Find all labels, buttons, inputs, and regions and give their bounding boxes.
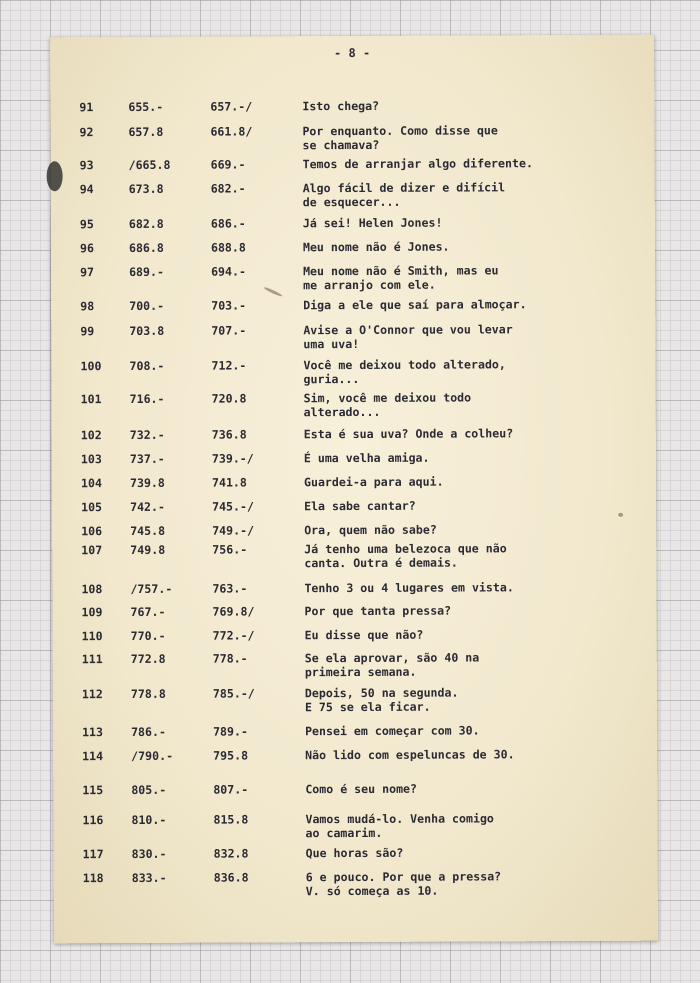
table-row (52, 522, 656, 539)
timecode-out: 756.- (212, 542, 248, 557)
timecode-out: 736.8 (211, 427, 247, 442)
subtitle-text: Sim, você me deixou todo alterado... (303, 390, 472, 420)
table-row (53, 627, 657, 644)
timecode-in: 686.8 (128, 240, 164, 255)
row-number: 99 (80, 324, 95, 339)
subtitle-text: Ela sabe cantar? (304, 498, 416, 514)
row-number: 96 (79, 241, 94, 256)
table-row (52, 450, 656, 467)
timecode-out: 836.8 (213, 870, 249, 885)
timecode-in: 708.- (129, 358, 165, 373)
timecode-out: 832.8 (213, 846, 249, 861)
row-number: 118 (82, 871, 104, 886)
table-row (54, 845, 658, 862)
subtitle-text: Por que tanta pressa? (304, 603, 452, 619)
row-number: 91 (79, 100, 94, 115)
timecode-out: 712.- (211, 358, 247, 373)
subtitle-text: Guardei-a para aqui. (303, 474, 444, 490)
row-number: 98 (80, 299, 95, 314)
table-row (51, 156, 655, 173)
subtitle-text: Vamos mudá-lo. Venha comigo ao camarim. (305, 811, 494, 841)
row-number: 94 (79, 182, 94, 197)
subtitle-text: Esta é sua uva? Onde a colheu? (303, 426, 514, 442)
timecode-out: 741.8 (211, 475, 247, 490)
row-number: 97 (80, 265, 95, 280)
subtitle-text: É uma velha amiga. (303, 450, 430, 466)
table-row (51, 297, 655, 314)
timecode-out: 720.8 (211, 391, 247, 406)
table-row (53, 781, 657, 798)
timecode-in: 657.8 (128, 124, 164, 139)
subtitle-text: Diga a ele que saí para almoçar. (303, 297, 527, 313)
timecode-out: 682.- (210, 181, 246, 196)
table-row (51, 263, 655, 293)
timecode-in: /757.- (130, 581, 173, 596)
row-number: 107 (81, 543, 103, 558)
timecode-out: 772.-/ (212, 628, 255, 643)
timecode-in: 767.- (130, 604, 166, 619)
subtitle-list (50, 35, 654, 899)
subtitle-text: Por enquanto. Como disse que se chamava? (302, 123, 498, 153)
timecode-out: 703.- (211, 298, 247, 313)
table-row (50, 123, 654, 153)
row-number: 102 (80, 428, 102, 443)
timecode-out: 657.-/ (210, 99, 253, 114)
subtitle-text: Como é seu nome? (305, 781, 418, 797)
row-number: 93 (79, 158, 94, 173)
row-number: 114 (82, 749, 104, 764)
timecode-out: 778.- (212, 651, 248, 666)
subtitle-text: Tenho 3 ou 4 lugares em vista. (304, 580, 514, 596)
row-number: 116 (82, 813, 104, 828)
timecode-in: 739.8 (129, 475, 165, 490)
row-number: 106 (81, 524, 103, 539)
row-number: 103 (80, 452, 102, 467)
timecode-out: 807.- (213, 782, 249, 797)
page-number: - 8 - (334, 45, 371, 61)
timecode-in: 716.- (129, 391, 165, 406)
timecode-in: 703.8 (129, 323, 165, 338)
row-number: 92 (79, 125, 94, 140)
subtitle-text: Algo fácil de dizer e difícil de esquecer... (302, 180, 506, 210)
timecode-in: 732.- (129, 427, 165, 442)
subtitle-text: Já tenho uma belezoca que não canta. Outra é demais. (304, 541, 507, 571)
timecode-in: /665.8 (128, 157, 171, 172)
timecode-in: 673.8 (128, 181, 164, 196)
subtitle-text: Que horas são? (305, 845, 404, 861)
table-row (53, 811, 657, 841)
ink-stain (47, 161, 63, 191)
row-number: 105 (81, 500, 103, 515)
subtitle-text: Depois, 50 na segunda. E 75 se ela ficar. (304, 685, 459, 715)
table-row (51, 322, 655, 352)
row-number: 110 (81, 629, 103, 644)
timecode-out: 669.- (210, 157, 246, 172)
row-number: 95 (79, 217, 94, 232)
row-number: 112 (81, 687, 103, 702)
timecode-in: 745.8 (130, 523, 166, 538)
table-row (52, 580, 656, 597)
timecode-out: 694.- (211, 264, 246, 279)
table-row (53, 747, 657, 764)
timecode-out: 815.8 (213, 812, 249, 827)
timecode-out: 769.8/ (212, 604, 255, 619)
timecode-in: 786.- (131, 724, 166, 739)
timecode-out: 749.-/ (212, 523, 255, 538)
table-row (52, 426, 656, 443)
subtitle-text: Ora, quem não sabe? (304, 522, 437, 538)
timecode-out: 789.- (213, 724, 248, 739)
timecode-out: 688.8 (210, 240, 246, 255)
subtitle-text: Eu disse que não? (304, 627, 424, 643)
subtitle-text: Isto chega? (302, 98, 380, 114)
row-number: 109 (81, 605, 103, 620)
timecode-out: 785.-/ (212, 686, 255, 701)
row-number: 108 (81, 582, 103, 597)
subtitle-text: Avise a O'Connor que vou levar uma uva! (303, 322, 513, 352)
table-row (52, 474, 656, 491)
table-row (53, 650, 657, 680)
row-number: 111 (81, 652, 103, 667)
timecode-in: 772.8 (130, 651, 166, 666)
table-row (51, 215, 655, 232)
table-row (54, 869, 658, 899)
timecode-out: 661.8/ (210, 124, 253, 139)
timecode-in: /790.- (131, 748, 174, 763)
subtitle-text: Você me deixou todo alterado, guria... (303, 357, 506, 387)
timecode-in: 833.- (131, 870, 167, 885)
row-number: 117 (82, 847, 104, 862)
table-row (52, 541, 656, 571)
timecode-out: 763.- (212, 581, 248, 596)
subtitle-text: Já sei! Helen Jones! (302, 215, 443, 231)
subtitle-text: Não lido com espeluncas de 30. (305, 747, 515, 763)
table-row (52, 390, 656, 420)
timecode-in: 689.- (129, 264, 164, 279)
timecode-out: 707.- (211, 323, 247, 338)
timecode-in: 682.8 (128, 216, 164, 231)
timecode-out: 686.- (210, 216, 246, 231)
timecode-in: 770.- (130, 628, 166, 643)
subtitle-text: Pensei em começar com 30. (305, 723, 480, 739)
table-row (51, 180, 655, 210)
row-number: 101 (80, 392, 102, 407)
timecode-in: 700.- (129, 298, 165, 313)
timecode-in: 737.- (129, 451, 165, 466)
paper-speck (618, 513, 623, 517)
subtitle-text: Meu nome não é Smith, mas eu me arranjo com ele. (303, 263, 499, 293)
table-row (53, 603, 657, 620)
timecode-in: 830.- (131, 846, 167, 861)
row-number: 115 (82, 783, 104, 798)
table-row (53, 685, 657, 715)
subtitle-text: Temos de arranjar algo diferente. (302, 156, 533, 172)
timecode-in: 810.- (131, 812, 167, 827)
typed-page (50, 35, 658, 944)
timecode-out: 745.-/ (212, 499, 254, 514)
timecode-in: 749.8 (130, 542, 166, 557)
table-row (51, 357, 655, 387)
row-number: 113 (82, 725, 104, 740)
row-number: 104 (80, 476, 102, 491)
timecode-in: 778.8 (130, 686, 166, 701)
table-row (52, 498, 656, 515)
timecode-in: 655.- (128, 99, 164, 114)
paper-speck (263, 286, 282, 297)
timecode-out: 739.-/ (211, 451, 254, 466)
subtitle-text: Meu nome não é Jones. (302, 239, 450, 255)
table-row (50, 98, 654, 115)
timecode-in: 742.- (130, 499, 166, 514)
subtitle-text: Se ela aprovar, são 40 na primeira semana. (304, 650, 480, 680)
table-row (53, 723, 657, 740)
timecode-out: 795.8 (213, 748, 249, 763)
row-number: 100 (80, 359, 102, 374)
subtitle-text: 6 e pouco. Por que a pressa? V. só começa as 10. (305, 869, 502, 899)
timecode-in: 805.- (131, 782, 167, 797)
table-row (51, 239, 655, 256)
